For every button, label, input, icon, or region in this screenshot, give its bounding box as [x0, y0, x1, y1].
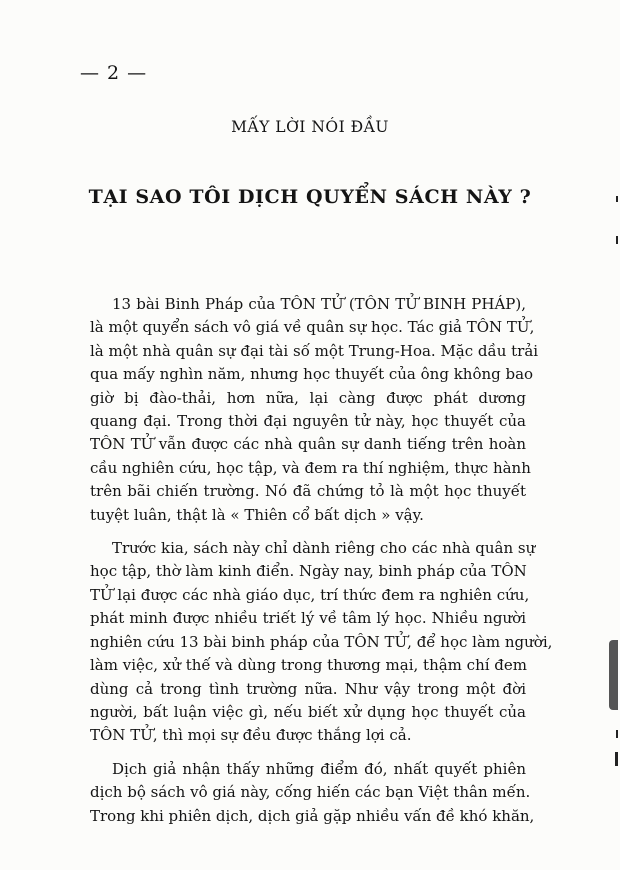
scan-edge-mark: [616, 196, 618, 202]
text-line: TÔN TỬ vẫn được các nhà quân sự danh tiếng trên hoàn: [90, 435, 526, 454]
text-line: dịch bộ sách vô giá này, cống hiến các bạn Việt thân mến.: [90, 783, 531, 802]
text-line: phát minh được nhiều triết lý về tâm lý học. Nhiều người: [90, 609, 526, 628]
text-line: 13 bài Binh Pháp của TÔN TỬ (TÔN TỬ BINH PHÁP),: [112, 295, 526, 313]
text-line: Dịch giả nhận thấy những điểm đó, nhất quyết phiên: [112, 759, 526, 778]
text-line: nghiên cứu 13 bài binh pháp của TÔN TỬ, để học làm người,: [90, 632, 553, 651]
scan-edge-mark: [609, 640, 618, 710]
text-line: tuyệt luân, thật là « Thiên cổ bất dịch » vậy.: [90, 505, 424, 524]
page-title: TẠI SAO TÔI DỊCH QUYỂN SÁCH NÀY ?: [88, 186, 532, 208]
body-text: [90, 293, 553, 838]
text-line: giờ bị đào-thải, hơn nữa, lại càng được phát dương: [90, 388, 526, 407]
text-line: Trong khi phiên dịch, dịch giả gặp nhiều vấn đề khó khăn,: [90, 806, 535, 825]
section-heading: MẤY LỜI NÓI ĐẦU: [231, 118, 389, 136]
paragraph: [90, 758, 535, 828]
text-line: người, bất luận việc gì, nếu biết xử dụng học thuyết của: [90, 702, 526, 721]
scan-edge-mark: [615, 752, 618, 766]
text-line: TÔN TỬ, thì mọi sự đều được thắng lợi cả.: [90, 726, 412, 745]
text-line: quang đại. Trong thời đại nguyên tử này, học thuyết của: [90, 412, 526, 431]
text-line: cầu nghiên cứu, học tập, và đem ra thí nghiệm, thực hành: [90, 458, 531, 477]
page-number: — 2 —: [80, 62, 148, 84]
text-line: học tập, thờ làm kinh điển. Ngày nay, binh pháp của TÔN: [90, 562, 527, 581]
text-line: làm việc, xử thế và dùng trong thương mại, thậm chí đem: [90, 656, 527, 675]
text-line: là một nhà quân sự đại tài số một Trung-Hoa. Mặc dầu trải: [90, 341, 539, 360]
text-line: qua mấy nghìn năm, nhưng học thuyết của ông không bao: [90, 365, 534, 384]
scan-edge-mark: [616, 730, 618, 738]
text-line: là một quyển sách vô giá về quân sự học. Tác giả TÔN TỬ,: [90, 318, 535, 337]
text-line: trên bãi chiến trường. Nó đã chứng tỏ là một học thuyết: [90, 482, 526, 501]
paragraph: [90, 293, 539, 527]
text-line: dùng cả trong tình trường nữa. Như vậy trong một đời: [90, 679, 526, 698]
scan-edge-mark: [616, 236, 618, 244]
text-line: Trước kia, sách này chỉ dành riêng cho các nhà quân sự: [112, 539, 536, 558]
text-line: TỬ lại được các nhà giáo dục, trí thức đem ra nghiên cứu,: [90, 585, 530, 604]
paragraph: [90, 537, 553, 748]
